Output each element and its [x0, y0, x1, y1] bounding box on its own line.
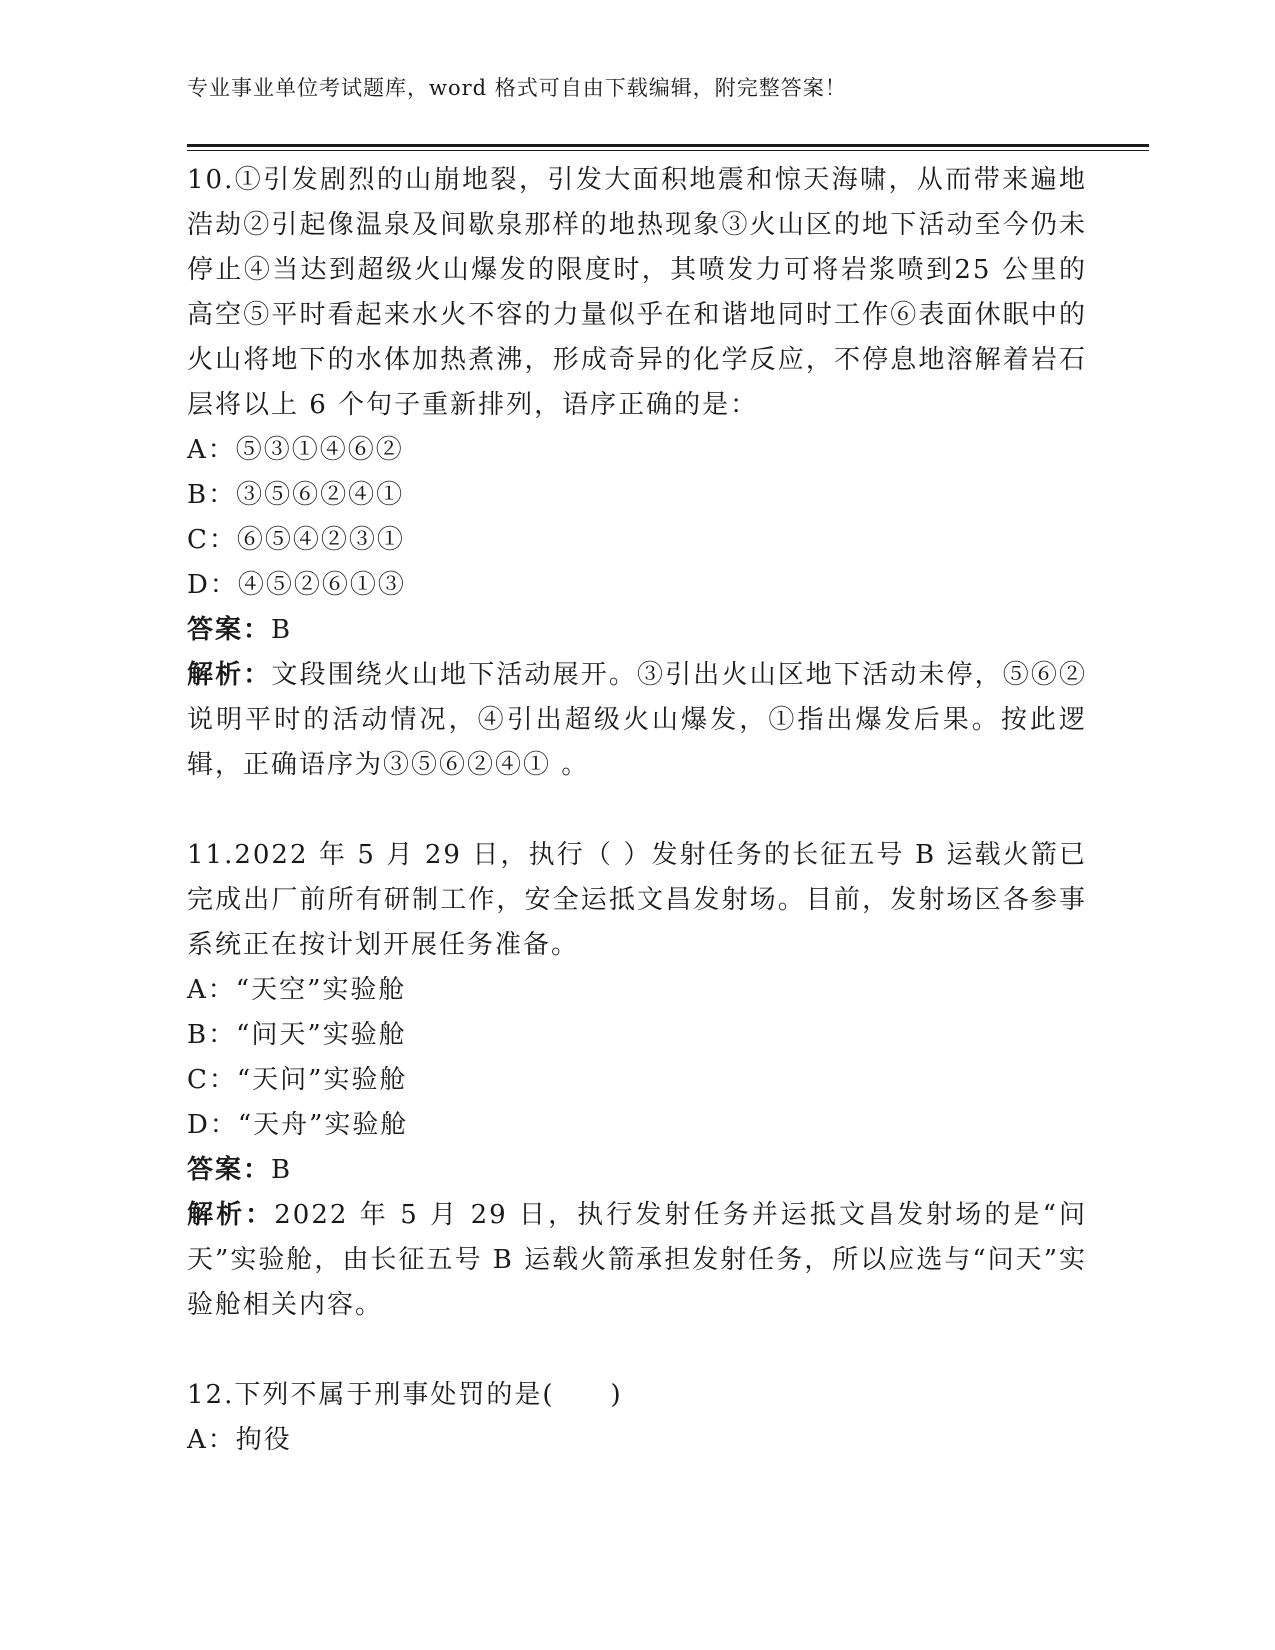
- option-a: A：⑤③①④⑥②: [187, 435, 404, 465]
- question-stem: 10.①引发剧烈的山崩地裂，引发大面积地震和惊天海啸，从而带来遍地浩劫②引起像温泉及间歇泉那样的地热现象③火山区的地下活动至今仍未停止④当达到超级火山爆发的限度时，其喷发力可将岩浆喷到25 公里的高空⑤平时看起来水火不容的力量似乎在和谐地同时工作⑥表面休眠中的火山将地下的水体加热煮沸，形成奇异的化学反应，不停息地溶解着岩石层将以上 6 个句子重新排列，语序正确的是：: [187, 165, 1087, 420]
- analysis-label: 解析：: [187, 1200, 275, 1230]
- answer-label: 答案：: [187, 1155, 272, 1185]
- answer-value: B: [271, 1155, 293, 1185]
- analysis-label: 解析：: [187, 660, 272, 690]
- question-stem: 12.下列不属于刑事处罚的是( ): [187, 1380, 623, 1410]
- option-c: C：“天问”实验舱: [187, 1065, 408, 1095]
- header-divider-thin: [187, 150, 1149, 151]
- question-12: [187, 1373, 1087, 1463]
- answer-value: B: [271, 615, 293, 645]
- answer-line: [187, 1148, 1087, 1193]
- option-b: B：“问天”实验舱: [187, 1020, 407, 1050]
- option-a: A：“天空”实验舱: [187, 975, 407, 1005]
- question-spacer: [187, 1328, 1087, 1373]
- option-b: B：③⑤⑥②④①: [187, 480, 405, 510]
- answer-label: 答案：: [187, 615, 272, 645]
- question-11: [187, 833, 1087, 1328]
- option-c: C：⑥⑤④②③①: [187, 525, 405, 555]
- header-divider-thick: [187, 144, 1149, 147]
- option-d: D：④⑤②⑥①③: [187, 570, 406, 600]
- option-a: A：拘役: [187, 1425, 292, 1455]
- question-list: [187, 158, 1087, 1463]
- answer-line: [187, 608, 1087, 653]
- analysis-text: 文段围绕火山地下活动展开。③引出火山区地下活动未停，⑤⑥②说明平时的活动情况，④引出超级火山爆发，①指出爆发后果。按此逻辑，正确语序为③⑤⑥②④① 。: [187, 660, 1087, 780]
- question-spacer: [187, 788, 1087, 833]
- question-10: [187, 158, 1087, 788]
- question-stem: 11.2022 年 5 月 29 日，执行（ ）发射任务的长征五号 B 运载火箭已完成出厂前所有研制工作，安全运抵文昌发射场。目前，发射场区各参事系统正在按计划开展任务准备。: [187, 840, 1087, 960]
- analysis-line: [187, 1193, 1087, 1328]
- page-header: 专业事业单位考试题库，word 格式可自由下载编辑，附完整答案！: [187, 76, 847, 100]
- analysis-text: 2022 年 5 月 29 日，执行发射任务并运抵文昌发射场的是“问天”实验舱，由长征五号 B 运载火箭承担发射任务，所以应选与“问天”实验舱相关内容。: [187, 1200, 1087, 1320]
- analysis-line: [187, 653, 1087, 788]
- option-d: D：“天舟”实验舱: [187, 1110, 409, 1140]
